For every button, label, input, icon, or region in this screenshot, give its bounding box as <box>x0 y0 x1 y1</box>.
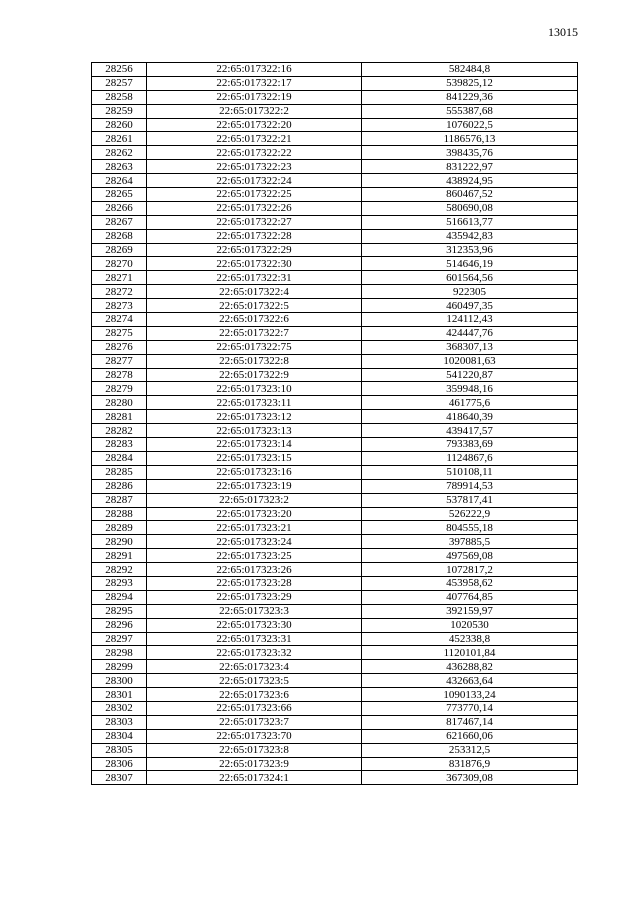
cadastral-value-cell: 514646,19 <box>362 257 578 271</box>
row-number-cell: 28287 <box>92 493 147 507</box>
cadastral-value-cell: 460497,35 <box>362 299 578 313</box>
row-number-cell: 28300 <box>92 674 147 688</box>
cadastral-number-cell: 22:65:017322:7 <box>147 326 362 340</box>
cadastral-value-cell: 432663,64 <box>362 674 578 688</box>
row-number-cell: 28286 <box>92 479 147 493</box>
row-number-cell: 28258 <box>92 90 147 104</box>
table-row <box>92 146 578 160</box>
cadastral-number-cell: 22:65:017323:9 <box>147 757 362 771</box>
cadastral-value-cell: 537817,41 <box>362 493 578 507</box>
cadastral-number-cell: 22:65:017322:22 <box>147 146 362 160</box>
cadastral-value-cell: 539825,12 <box>362 76 578 90</box>
row-number-cell: 28306 <box>92 757 147 771</box>
table-row <box>92 76 578 90</box>
cadastral-value-cell: 841229,36 <box>362 90 578 104</box>
cadastral-value-cell: 831876,9 <box>362 757 578 771</box>
row-number-cell: 28296 <box>92 618 147 632</box>
row-number-cell: 28272 <box>92 285 147 299</box>
cadastral-number-cell: 22:65:017323:5 <box>147 674 362 688</box>
row-number-cell: 28267 <box>92 215 147 229</box>
cadastral-number-cell: 22:65:017323:19 <box>147 479 362 493</box>
table-row <box>92 479 578 493</box>
table-row <box>92 438 578 452</box>
cadastral-number-cell: 22:65:017322:21 <box>147 132 362 146</box>
cadastral-number-cell: 22:65:017322:4 <box>147 285 362 299</box>
table-row <box>92 535 578 549</box>
row-number-cell: 28278 <box>92 368 147 382</box>
cadastral-number-cell: 22:65:017322:17 <box>147 76 362 90</box>
table-row <box>92 771 578 785</box>
row-number-cell: 28268 <box>92 229 147 243</box>
cadastral-number-cell: 22:65:017322:26 <box>147 201 362 215</box>
cadastral-number-cell: 22:65:017323:21 <box>147 521 362 535</box>
row-number-cell: 28283 <box>92 438 147 452</box>
cadastral-value-cell: 497569,08 <box>362 549 578 563</box>
row-number-cell: 28305 <box>92 743 147 757</box>
cadastral-number-cell: 22:65:017322:20 <box>147 118 362 132</box>
row-number-cell: 28289 <box>92 521 147 535</box>
cadastral-number-cell: 22:65:017323:28 <box>147 576 362 590</box>
cadastral-number-cell: 22:65:017323:24 <box>147 535 362 549</box>
cadastral-value-cell: 1076022,5 <box>362 118 578 132</box>
table-row <box>92 326 578 340</box>
table-row <box>92 271 578 285</box>
cadastral-number-cell: 22:65:017323:20 <box>147 507 362 521</box>
cadastral-number-cell: 22:65:017323:6 <box>147 688 362 702</box>
cadastral-value-cell: 435942,83 <box>362 229 578 243</box>
cadastral-value-cell: 436288,82 <box>362 660 578 674</box>
cadastral-value-cell: 1186576,13 <box>362 132 578 146</box>
row-number-cell: 28261 <box>92 132 147 146</box>
page-number: 13015 <box>548 25 578 39</box>
cadastral-value-cell: 407764,85 <box>362 590 578 604</box>
cadastral-value-cell: 555387,68 <box>362 104 578 118</box>
cadastral-number-cell: 22:65:017322:31 <box>147 271 362 285</box>
table-row <box>92 507 578 521</box>
cadastral-number-cell: 22:65:017322:30 <box>147 257 362 271</box>
cadastral-value-cell: 510108,11 <box>362 465 578 479</box>
row-number-cell: 28282 <box>92 424 147 438</box>
cadastral-value-cell: 789914,53 <box>362 479 578 493</box>
table-row <box>92 465 578 479</box>
table-row <box>92 632 578 646</box>
row-number-cell: 28263 <box>92 160 147 174</box>
cadastral-value-cell: 397885,5 <box>362 535 578 549</box>
table-row <box>92 354 578 368</box>
cadastral-number-cell: 22:65:017323:13 <box>147 424 362 438</box>
cadastral-number-cell: 22:65:017323:8 <box>147 743 362 757</box>
cadastral-value-cell: 922305 <box>362 285 578 299</box>
cadastral-number-cell: 22:65:017322:28 <box>147 229 362 243</box>
table-row <box>92 618 578 632</box>
table-row <box>92 743 578 757</box>
table-row <box>92 104 578 118</box>
table-row <box>92 715 578 729</box>
row-number-cell: 28270 <box>92 257 147 271</box>
row-number-cell: 28304 <box>92 729 147 743</box>
cadastral-number-cell: 22:65:017323:25 <box>147 549 362 563</box>
cadastral-value-cell: 516613,77 <box>362 215 578 229</box>
cadastral-number-cell: 22:65:017323:12 <box>147 410 362 424</box>
row-number-cell: 28303 <box>92 715 147 729</box>
row-number-cell: 28277 <box>92 354 147 368</box>
cadastral-value-cell: 541220,87 <box>362 368 578 382</box>
table-row <box>92 229 578 243</box>
cadastral-number-cell: 22:65:017323:66 <box>147 701 362 715</box>
cadastral-number-cell: 22:65:017323:30 <box>147 618 362 632</box>
table-row <box>92 160 578 174</box>
cadastral-value-cell: 1020530 <box>362 618 578 632</box>
row-number-cell: 28290 <box>92 535 147 549</box>
cadastral-value-cell: 1072817,2 <box>362 563 578 577</box>
table-row <box>92 201 578 215</box>
row-number-cell: 28256 <box>92 63 147 77</box>
cadastral-value-cell: 253312,5 <box>362 743 578 757</box>
row-number-cell: 28274 <box>92 313 147 327</box>
row-number-cell: 28295 <box>92 604 147 618</box>
cadastral-value-cell: 773770,14 <box>362 701 578 715</box>
row-number-cell: 28280 <box>92 396 147 410</box>
cadastral-value-cell: 580690,08 <box>362 201 578 215</box>
row-number-cell: 28291 <box>92 549 147 563</box>
table-row <box>92 340 578 354</box>
table-row <box>92 646 578 660</box>
cadastral-value-cell: 1120101,84 <box>362 646 578 660</box>
row-number-cell: 28297 <box>92 632 147 646</box>
cadastral-value-cell: 582484,8 <box>362 63 578 77</box>
row-number-cell: 28288 <box>92 507 147 521</box>
row-number-cell: 28285 <box>92 465 147 479</box>
row-number-cell: 28302 <box>92 701 147 715</box>
cadastral-value-cell: 793383,69 <box>362 438 578 452</box>
cadastral-number-cell: 22:65:017323:14 <box>147 438 362 452</box>
table-row <box>92 257 578 271</box>
row-number-cell: 28262 <box>92 146 147 160</box>
cadastral-number-cell: 22:65:017322:5 <box>147 299 362 313</box>
table-row <box>92 701 578 715</box>
row-number-cell: 28293 <box>92 576 147 590</box>
cadastral-number-cell: 22:65:017322:19 <box>147 90 362 104</box>
cadastral-number-cell: 22:65:017322:2 <box>147 104 362 118</box>
row-number-cell: 28298 <box>92 646 147 660</box>
cadastral-number-cell: 22:65:017323:15 <box>147 451 362 465</box>
cadastral-value-cell: 860467,52 <box>362 188 578 202</box>
cadastral-value-cell: 439417,57 <box>362 424 578 438</box>
table-row <box>92 368 578 382</box>
row-number-cell: 28299 <box>92 660 147 674</box>
cadastral-number-cell: 22:65:017323:31 <box>147 632 362 646</box>
cadastral-number-cell: 22:65:017323:11 <box>147 396 362 410</box>
cadastral-value-cell: 418640,39 <box>362 410 578 424</box>
cadastral-value-cell: 392159,97 <box>362 604 578 618</box>
row-number-cell: 28260 <box>92 118 147 132</box>
row-number-cell: 28257 <box>92 76 147 90</box>
cadastral-number-cell: 22:65:017322:8 <box>147 354 362 368</box>
cadastral-value-cell: 452338,8 <box>362 632 578 646</box>
cadastral-value-cell: 831222,97 <box>362 160 578 174</box>
cadastral-number-cell: 22:65:017323:2 <box>147 493 362 507</box>
cadastral-value-cell: 398435,76 <box>362 146 578 160</box>
cadastral-value-table <box>91 62 578 785</box>
table-row <box>92 451 578 465</box>
cadastral-number-cell: 22:65:017322:27 <box>147 215 362 229</box>
cadastral-value-cell: 1090133,24 <box>362 688 578 702</box>
cadastral-number-cell: 22:65:017324:1 <box>147 771 362 785</box>
table-row <box>92 396 578 410</box>
cadastral-number-cell: 22:65:017323:32 <box>147 646 362 660</box>
table-row <box>92 174 578 188</box>
cadastral-value-cell: 461775,6 <box>362 396 578 410</box>
row-number-cell: 28271 <box>92 271 147 285</box>
row-number-cell: 28269 <box>92 243 147 257</box>
cadastral-number-cell: 22:65:017322:16 <box>147 63 362 77</box>
row-number-cell: 28307 <box>92 771 147 785</box>
table-body <box>92 63 578 785</box>
cadastral-number-cell: 22:65:017322:29 <box>147 243 362 257</box>
cadastral-number-cell: 22:65:017323:3 <box>147 604 362 618</box>
table-row <box>92 549 578 563</box>
cadastral-number-cell: 22:65:017322:6 <box>147 313 362 327</box>
row-number-cell: 28273 <box>92 299 147 313</box>
cadastral-value-cell: 453958,62 <box>362 576 578 590</box>
cadastral-value-cell: 526222,9 <box>362 507 578 521</box>
cadastral-value-cell: 367309,08 <box>362 771 578 785</box>
cadastral-value-cell: 424447,76 <box>362 326 578 340</box>
table-row <box>92 674 578 688</box>
table-row <box>92 299 578 313</box>
cadastral-value-cell: 312353,96 <box>362 243 578 257</box>
table-row <box>92 243 578 257</box>
cadastral-value-cell: 1020081,63 <box>362 354 578 368</box>
table-row <box>92 188 578 202</box>
cadastral-number-cell: 22:65:017322:24 <box>147 174 362 188</box>
table-row <box>92 493 578 507</box>
table-row <box>92 424 578 438</box>
row-number-cell: 28284 <box>92 451 147 465</box>
cadastral-value-cell: 359948,16 <box>362 382 578 396</box>
row-number-cell: 28294 <box>92 590 147 604</box>
table-row <box>92 63 578 77</box>
cadastral-number-cell: 22:65:017322:75 <box>147 340 362 354</box>
cadastral-value-cell: 368307,13 <box>362 340 578 354</box>
table-row <box>92 757 578 771</box>
table-row <box>92 521 578 535</box>
cadastral-number-cell: 22:65:017323:70 <box>147 729 362 743</box>
cadastral-number-cell: 22:65:017323:29 <box>147 590 362 604</box>
row-number-cell: 28266 <box>92 201 147 215</box>
table-row <box>92 382 578 396</box>
cadastral-value-cell: 817467,14 <box>362 715 578 729</box>
table-row <box>92 604 578 618</box>
cadastral-value-cell: 438924,95 <box>362 174 578 188</box>
table-row <box>92 118 578 132</box>
table-row <box>92 132 578 146</box>
cadastral-value-cell: 601564,56 <box>362 271 578 285</box>
table-row <box>92 90 578 104</box>
table-row <box>92 688 578 702</box>
table-row <box>92 590 578 604</box>
table-row <box>92 576 578 590</box>
cadastral-value-cell: 1124867,6 <box>362 451 578 465</box>
row-number-cell: 28292 <box>92 563 147 577</box>
table-row <box>92 410 578 424</box>
row-number-cell: 28265 <box>92 188 147 202</box>
cadastral-number-cell: 22:65:017323:16 <box>147 465 362 479</box>
row-number-cell: 28301 <box>92 688 147 702</box>
cadastral-number-cell: 22:65:017322:23 <box>147 160 362 174</box>
table-row <box>92 563 578 577</box>
cadastral-number-cell: 22:65:017323:7 <box>147 715 362 729</box>
cadastral-value-cell: 621660,06 <box>362 729 578 743</box>
cadastral-number-cell: 22:65:017323:4 <box>147 660 362 674</box>
row-number-cell: 28264 <box>92 174 147 188</box>
table-row <box>92 313 578 327</box>
cadastral-number-cell: 22:65:017323:26 <box>147 563 362 577</box>
cadastral-value-cell: 124112,43 <box>362 313 578 327</box>
cadastral-value-cell: 804555,18 <box>362 521 578 535</box>
cadastral-number-cell: 22:65:017322:9 <box>147 368 362 382</box>
row-number-cell: 28276 <box>92 340 147 354</box>
table-row <box>92 215 578 229</box>
table-row <box>92 285 578 299</box>
row-number-cell: 28281 <box>92 410 147 424</box>
row-number-cell: 28279 <box>92 382 147 396</box>
cadastral-number-cell: 22:65:017322:25 <box>147 188 362 202</box>
table-row <box>92 729 578 743</box>
row-number-cell: 28259 <box>92 104 147 118</box>
row-number-cell: 28275 <box>92 326 147 340</box>
cadastral-number-cell: 22:65:017323:10 <box>147 382 362 396</box>
table-row <box>92 660 578 674</box>
